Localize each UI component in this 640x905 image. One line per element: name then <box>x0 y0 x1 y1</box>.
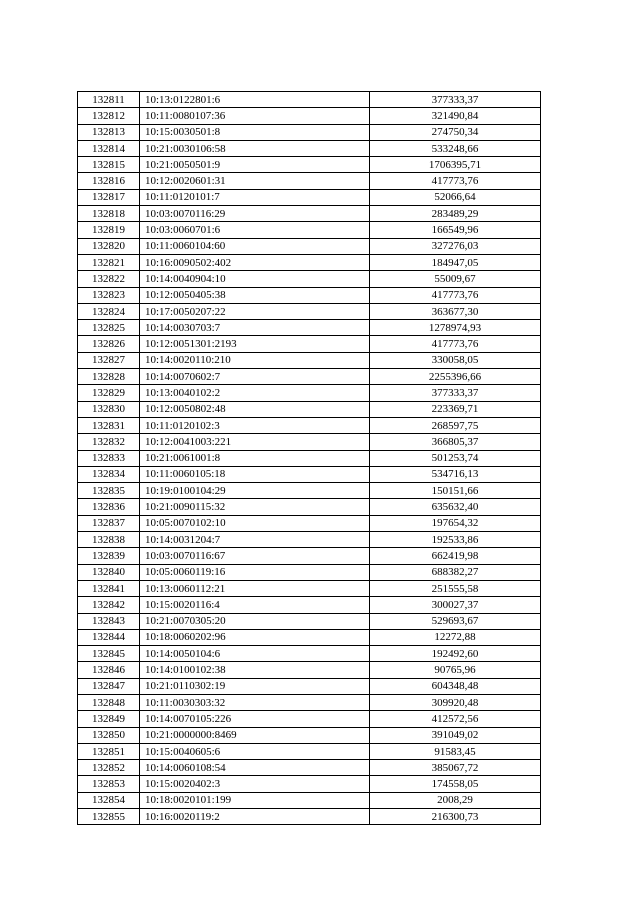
cadastral-number-cell: 10:11:0080107:36 <box>140 108 370 124</box>
row-id-cell: 132835 <box>78 483 140 499</box>
table-row <box>78 792 541 808</box>
table-row <box>78 320 541 336</box>
row-id-cell: 132823 <box>78 287 140 303</box>
amount-cell: 300027,37 <box>370 597 541 613</box>
row-id-cell: 132832 <box>78 434 140 450</box>
cadastral-number-cell: 10:12:0050405:38 <box>140 287 370 303</box>
table-row <box>78 108 541 124</box>
amount-cell: 150151,66 <box>370 483 541 499</box>
cadastral-number-cell: 10:14:0030703:7 <box>140 320 370 336</box>
table-row <box>78 401 541 417</box>
cadastral-number-cell: 10:12:0050802:48 <box>140 401 370 417</box>
cadastral-number-cell: 10:21:0070305:20 <box>140 613 370 629</box>
cadastral-number-cell: 10:05:0060119:16 <box>140 564 370 580</box>
amount-cell: 268597,75 <box>370 417 541 433</box>
row-id-cell: 132844 <box>78 629 140 645</box>
table-row <box>78 189 541 205</box>
amount-cell: 309920,48 <box>370 694 541 710</box>
row-id-cell: 132847 <box>78 678 140 694</box>
cadastral-number-cell: 10:12:0051301:2193 <box>140 336 370 352</box>
amount-cell: 174558,05 <box>370 776 541 792</box>
amount-cell: 12272,88 <box>370 629 541 645</box>
row-id-cell: 132850 <box>78 727 140 743</box>
cadastral-number-cell: 10:12:0020601:31 <box>140 173 370 189</box>
cadastral-number-cell: 10:15:0040605:6 <box>140 743 370 759</box>
row-id-cell: 132819 <box>78 222 140 238</box>
cadastral-number-cell: 10:14:0050104:6 <box>140 646 370 662</box>
cadastral-number-cell: 10:13:0040102:2 <box>140 385 370 401</box>
table-row <box>78 483 541 499</box>
cadastral-number-cell: 10:11:0060104:60 <box>140 238 370 254</box>
table-row <box>78 271 541 287</box>
table-row <box>78 532 541 548</box>
cadastral-number-cell: 10:03:0070116:29 <box>140 206 370 222</box>
amount-cell: 377333,37 <box>370 385 541 401</box>
amount-cell: 283489,29 <box>370 206 541 222</box>
table-row <box>78 743 541 759</box>
table-row <box>78 613 541 629</box>
cadastral-number-cell: 10:14:0031204:7 <box>140 532 370 548</box>
cadastral-number-cell: 10:21:0090115:32 <box>140 499 370 515</box>
amount-cell: 529693,67 <box>370 613 541 629</box>
cadastral-number-cell: 10:11:0030303:32 <box>140 694 370 710</box>
amount-cell: 91583,45 <box>370 743 541 759</box>
row-id-cell: 132825 <box>78 320 140 336</box>
amount-cell: 662419,98 <box>370 548 541 564</box>
table-row <box>78 140 541 156</box>
cadastral-number-cell: 10:15:0020116:4 <box>140 597 370 613</box>
row-id-cell: 132840 <box>78 564 140 580</box>
cadastral-number-cell: 10:16:0020119:2 <box>140 809 370 825</box>
row-id-cell: 132826 <box>78 336 140 352</box>
table-row <box>78 434 541 450</box>
table-row <box>78 760 541 776</box>
table-row <box>78 466 541 482</box>
row-id-cell: 132855 <box>78 809 140 825</box>
amount-cell: 412572,56 <box>370 711 541 727</box>
table-row <box>78 548 541 564</box>
amount-cell: 2008,29 <box>370 792 541 808</box>
amount-cell: 197654,32 <box>370 515 541 531</box>
table-row <box>78 515 541 531</box>
table-row <box>78 629 541 645</box>
table-row <box>78 809 541 825</box>
amount-cell: 417773,76 <box>370 173 541 189</box>
amount-cell: 321490,84 <box>370 108 541 124</box>
table-row <box>78 369 541 385</box>
row-id-cell: 132830 <box>78 401 140 417</box>
row-id-cell: 132838 <box>78 532 140 548</box>
row-id-cell: 132836 <box>78 499 140 515</box>
amount-cell: 52066,64 <box>370 189 541 205</box>
amount-cell: 90765,96 <box>370 662 541 678</box>
row-id-cell: 132816 <box>78 173 140 189</box>
cadastral-number-cell: 10:18:0020101:199 <box>140 792 370 808</box>
row-id-cell: 132821 <box>78 254 140 270</box>
row-id-cell: 132818 <box>78 206 140 222</box>
row-id-cell: 132831 <box>78 417 140 433</box>
cadastral-number-cell: 10:21:0110302:19 <box>140 678 370 694</box>
amount-cell: 363677,30 <box>370 303 541 319</box>
row-id-cell: 132829 <box>78 385 140 401</box>
amount-cell: 501253,74 <box>370 450 541 466</box>
table-row <box>78 385 541 401</box>
amount-cell: 55009,67 <box>370 271 541 287</box>
cadastral-number-cell: 10:11:0120102:3 <box>140 417 370 433</box>
row-id-cell: 132811 <box>78 92 140 108</box>
amount-cell: 330058,05 <box>370 352 541 368</box>
table-row <box>78 597 541 613</box>
row-id-cell: 132839 <box>78 548 140 564</box>
row-id-cell: 132817 <box>78 189 140 205</box>
cadastral-number-cell: 10:14:0020110:210 <box>140 352 370 368</box>
amount-cell: 366805,37 <box>370 434 541 450</box>
cadastral-number-cell: 10:14:0040904:10 <box>140 271 370 287</box>
row-id-cell: 132822 <box>78 271 140 287</box>
row-id-cell: 132841 <box>78 580 140 596</box>
amount-cell: 385067,72 <box>370 760 541 776</box>
amount-cell: 604348,48 <box>370 678 541 694</box>
row-id-cell: 132824 <box>78 303 140 319</box>
row-id-cell: 132813 <box>78 124 140 140</box>
table-row <box>78 287 541 303</box>
cadastral-number-cell: 10:11:0120101:7 <box>140 189 370 205</box>
amount-cell: 2255396,66 <box>370 369 541 385</box>
table-row <box>78 564 541 580</box>
amount-cell: 1706395,71 <box>370 157 541 173</box>
amount-cell: 688382,27 <box>370 564 541 580</box>
table-row <box>78 92 541 108</box>
table-row <box>78 254 541 270</box>
cadastral-number-cell: 10:18:0060202:96 <box>140 629 370 645</box>
table-row <box>78 646 541 662</box>
table-row <box>78 157 541 173</box>
amount-cell: 192492,60 <box>370 646 541 662</box>
row-id-cell: 132814 <box>78 140 140 156</box>
cadastral-number-cell: 10:05:0070102:10 <box>140 515 370 531</box>
table-row <box>78 711 541 727</box>
cadastral-number-cell: 10:13:0060112:21 <box>140 580 370 596</box>
row-id-cell: 132842 <box>78 597 140 613</box>
table-row <box>78 417 541 433</box>
row-id-cell: 132828 <box>78 369 140 385</box>
data-table <box>77 91 541 825</box>
row-id-cell: 132848 <box>78 694 140 710</box>
cadastral-number-cell: 10:03:0070116:67 <box>140 548 370 564</box>
table-row <box>78 352 541 368</box>
amount-cell: 251555,58 <box>370 580 541 596</box>
amount-cell: 192533,86 <box>370 532 541 548</box>
amount-cell: 1278974,93 <box>370 320 541 336</box>
cadastral-number-cell: 10:21:0050501:9 <box>140 157 370 173</box>
table-row <box>78 499 541 515</box>
row-id-cell: 132815 <box>78 157 140 173</box>
cadastral-number-cell: 10:14:0060108:54 <box>140 760 370 776</box>
table-row <box>78 206 541 222</box>
table-row <box>78 450 541 466</box>
amount-cell: 635632,40 <box>370 499 541 515</box>
amount-cell: 274750,34 <box>370 124 541 140</box>
row-id-cell: 132812 <box>78 108 140 124</box>
amount-cell: 166549,96 <box>370 222 541 238</box>
row-id-cell: 132852 <box>78 760 140 776</box>
amount-cell: 223369,71 <box>370 401 541 417</box>
cadastral-number-cell: 10:14:0100102:38 <box>140 662 370 678</box>
table-row <box>78 580 541 596</box>
amount-cell: 391049,02 <box>370 727 541 743</box>
cadastral-number-cell: 10:03:0060701:6 <box>140 222 370 238</box>
cadastral-number-cell: 10:21:0030106:58 <box>140 140 370 156</box>
amount-cell: 216300,73 <box>370 809 541 825</box>
row-id-cell: 132849 <box>78 711 140 727</box>
cadastral-number-cell: 10:17:0050207:22 <box>140 303 370 319</box>
amount-cell: 184947,05 <box>370 254 541 270</box>
row-id-cell: 132846 <box>78 662 140 678</box>
table-row <box>78 124 541 140</box>
cadastral-number-cell: 10:13:0122801:6 <box>140 92 370 108</box>
row-id-cell: 132845 <box>78 646 140 662</box>
cadastral-number-cell: 10:21:0000000:8469 <box>140 727 370 743</box>
row-id-cell: 132854 <box>78 792 140 808</box>
table-row <box>78 303 541 319</box>
amount-cell: 327276,03 <box>370 238 541 254</box>
table-row <box>78 336 541 352</box>
cadastral-number-cell: 10:21:0061001:8 <box>140 450 370 466</box>
row-id-cell: 132837 <box>78 515 140 531</box>
row-id-cell: 132827 <box>78 352 140 368</box>
row-id-cell: 132843 <box>78 613 140 629</box>
amount-cell: 533248,66 <box>370 140 541 156</box>
amount-cell: 534716,13 <box>370 466 541 482</box>
table-row <box>78 776 541 792</box>
row-id-cell: 132853 <box>78 776 140 792</box>
amount-cell: 377333,37 <box>370 92 541 108</box>
table-row <box>78 238 541 254</box>
cadastral-number-cell: 10:14:0070602:7 <box>140 369 370 385</box>
row-id-cell: 132833 <box>78 450 140 466</box>
table-row <box>78 222 541 238</box>
table-row <box>78 173 541 189</box>
cadastral-number-cell: 10:15:0020402:3 <box>140 776 370 792</box>
cadastral-number-cell: 10:11:0060105:18 <box>140 466 370 482</box>
table-body <box>78 92 541 825</box>
cadastral-number-cell: 10:12:0041003:221 <box>140 434 370 450</box>
table-row <box>78 678 541 694</box>
cadastral-number-cell: 10:15:0030501:8 <box>140 124 370 140</box>
amount-cell: 417773,76 <box>370 287 541 303</box>
cadastral-number-cell: 10:19:0100104:29 <box>140 483 370 499</box>
row-id-cell: 132851 <box>78 743 140 759</box>
row-id-cell: 132834 <box>78 466 140 482</box>
row-id-cell: 132820 <box>78 238 140 254</box>
amount-cell: 417773,76 <box>370 336 541 352</box>
table-row <box>78 727 541 743</box>
table-row <box>78 662 541 678</box>
cadastral-number-cell: 10:14:0070105:226 <box>140 711 370 727</box>
cadastral-number-cell: 10:16:0090502:402 <box>140 254 370 270</box>
table-row <box>78 694 541 710</box>
